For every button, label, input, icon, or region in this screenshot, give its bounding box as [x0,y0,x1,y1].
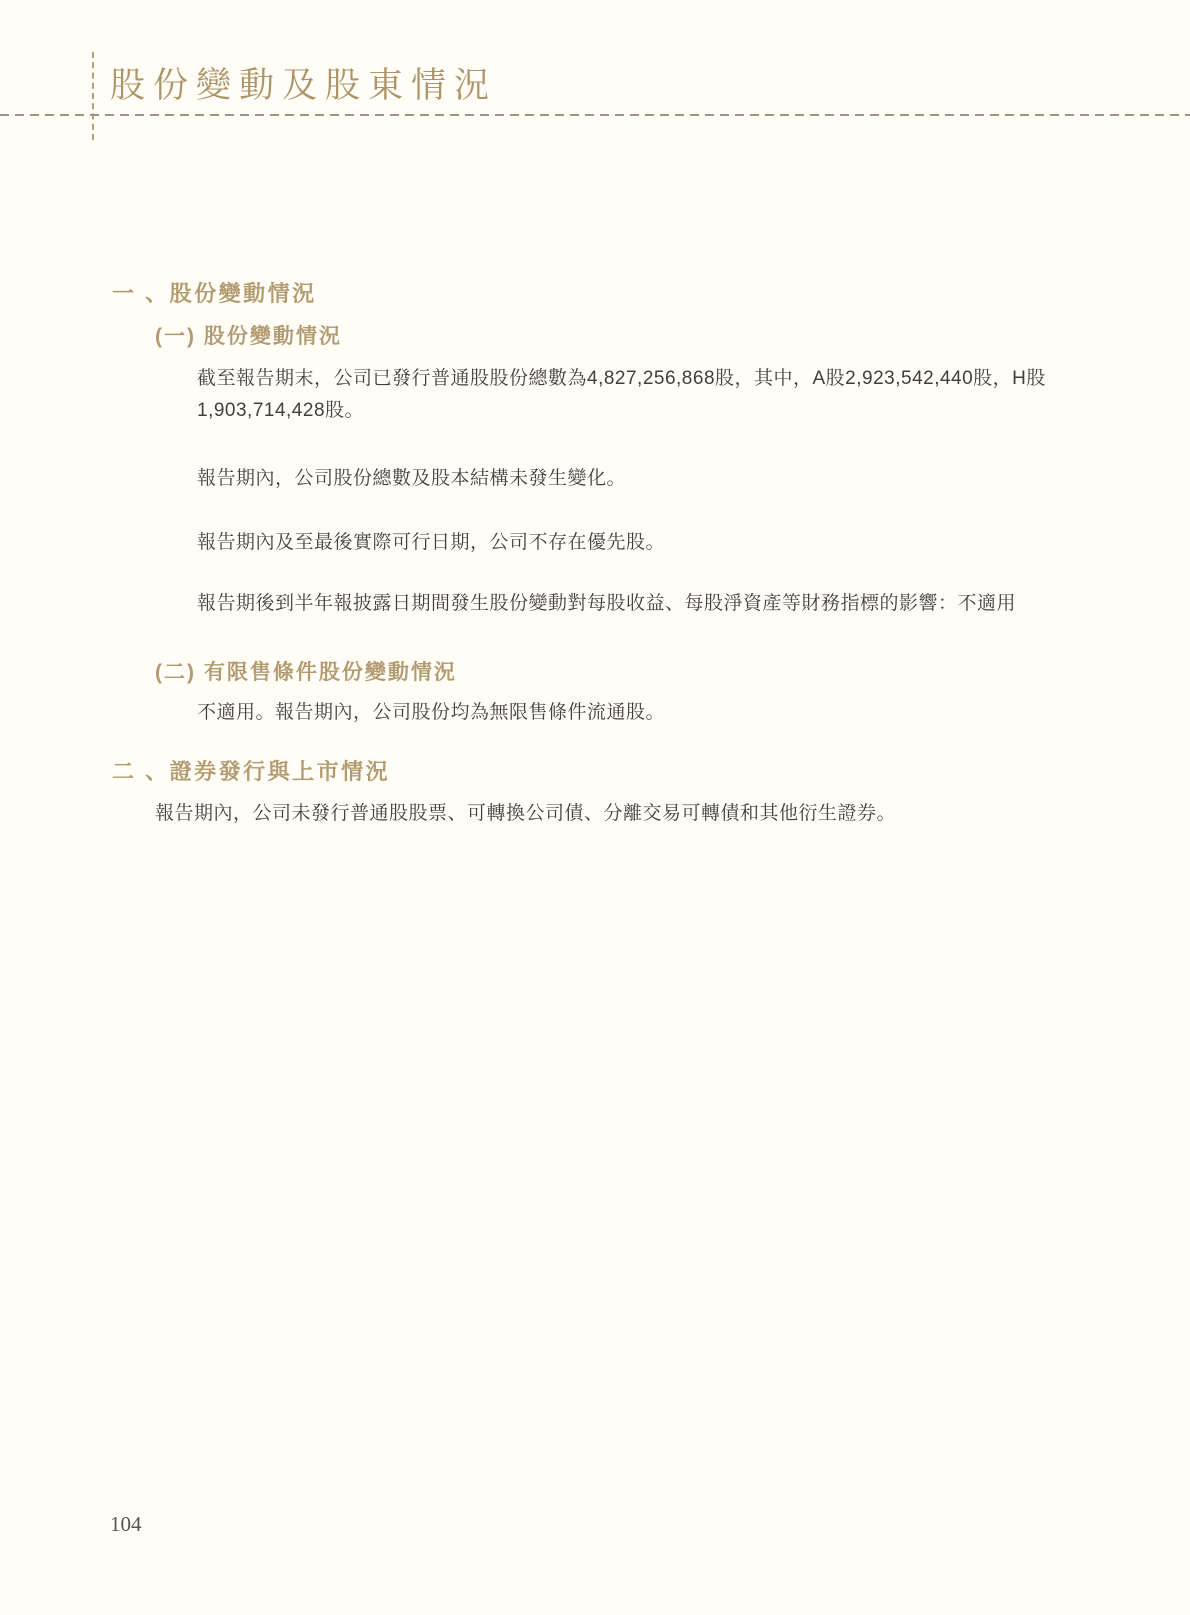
page-title: 股份變動及股東情況 [110,66,498,105]
securities-issuance-paragraph: 報告期內，公司未發行普通股股票、可轉換公司債、分離交易可轉債和其他衍生證券。 [155,803,897,824]
subsection-1-2-heading: (二) 有限售條件股份變動情況 [155,661,457,684]
post-period-impact-paragraph: 報告期後到半年報披露日期間發生股份變動對每股收益、每股淨資產等財務指標的影響：不適用 [197,593,1017,614]
header-vertical-dashed-rule [92,52,94,140]
subsection-1-1-heading: (一) 股份變動情況 [155,325,342,348]
share-structure-unchanged-paragraph: 報告期內，公司股份總數及股本結構未發生變化。 [197,468,627,489]
section-2-heading: 二 、證券發行與上市情況 [112,759,391,784]
no-preference-shares-paragraph: 報告期內及至最後實際可行日期，公司不存在優先股。 [197,532,666,553]
header-horizontal-dashed-rule [0,114,1190,116]
restricted-shares-paragraph: 不適用。報告期內，公司股份均為無限售條件流通股。 [197,702,666,723]
share-total-paragraph: 截至報告期末，公司已發行普通股股份總數為4,827,256,868股，其中，A股2,923,542,440股，H股1,903,714,428股。 [197,368,1046,421]
section-1-heading: 一 、股份變動情況 [112,281,317,306]
page-number: 104 [110,1512,142,1536]
